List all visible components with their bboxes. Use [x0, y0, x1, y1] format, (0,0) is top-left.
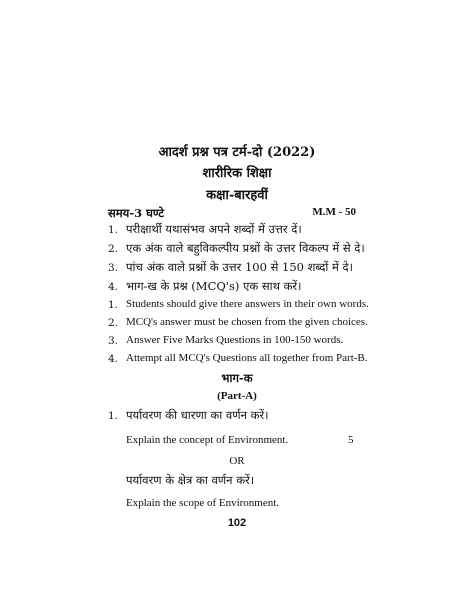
- instruction-text: एक अंक वाले बहुविकल्पीय प्रश्नों के उत्तर विकल्प में से दे।: [126, 241, 365, 255]
- question-text-english: Explain the concept of Environment.: [126, 434, 289, 446]
- instruction-text: पांच अंक वाले प्रश्नों के उत्तर 100 से 150 शब्दों में दे।: [126, 260, 353, 274]
- question-text-hindi: पर्यावरण की धारणा का वर्णन करें।: [126, 408, 269, 422]
- instruction-number: 4.: [108, 353, 119, 365]
- instruction-text: Students should give there answers in their own words.: [126, 298, 369, 310]
- class-heading: कक्षा-बारहवीं: [206, 188, 268, 203]
- instruction-number: 1.: [108, 299, 119, 311]
- instruction-text: भाग-ख के प्रश्न (MCQ's) एक साथ करें।: [126, 279, 302, 293]
- section-heading-hindi: भाग-क: [221, 371, 253, 385]
- instruction-text: परीक्षार्थी यथासंभव अपने शब्दों में उत्तर दें।: [126, 222, 302, 236]
- instruction-number: 2.: [108, 317, 119, 329]
- instruction-number: 3.: [108, 335, 119, 347]
- question-marks: 5: [348, 434, 354, 446]
- instruction-text: MCQ's answer must be chosen from the given choices.: [126, 316, 368, 328]
- instruction-text: Answer Five Marks Questions in 100-150 words.: [126, 334, 344, 346]
- alternate-question-hindi: पर्यावरण के क्षेत्र का वर्णन करें।: [126, 473, 255, 487]
- time-allowed: समय-3 घण्टे: [108, 206, 165, 220]
- alternate-question-english: Explain the scope of Environment.: [126, 497, 280, 509]
- instruction-number: 4.: [108, 281, 119, 293]
- instruction-number: 3.: [108, 262, 119, 274]
- or-separator: OR: [229, 455, 245, 467]
- paper-title: आदर्श प्रश्न पत्र टर्म-दो (2022): [158, 145, 316, 160]
- question-number: 1.: [108, 410, 119, 422]
- instruction-number: 1.: [108, 224, 119, 236]
- page-number: 102: [227, 517, 247, 529]
- instruction-text: Attempt all MCQ's Questions all together from Part-B.: [126, 352, 368, 364]
- section-heading-english: (Part-A): [217, 390, 257, 402]
- max-marks: M.M - 50: [312, 206, 356, 218]
- instruction-number: 2.: [108, 243, 119, 255]
- subject-heading: शारीरिक शिक्षा: [202, 166, 272, 181]
